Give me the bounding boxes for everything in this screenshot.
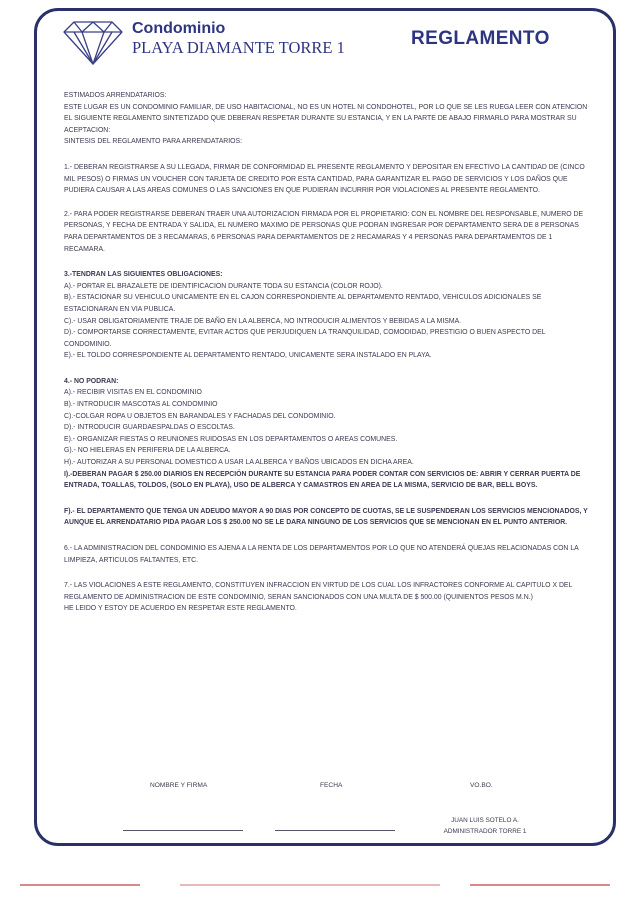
clause-4-item: A).- RECIBIR VISITAS EN EL CONDOMINIO bbox=[64, 389, 202, 397]
intro-paragraph: ESTE LUGAR ES UN CONDOMINIO FAMILIAR, DE USO HABITACIONAL, NO ES UN HOTEL NI CONDOHOTEL, POR LO QUE SE LES RUEGA LEER CON ATENCION EL SIGUIENTE REGLAMENTO SINTETIZADO QUE DEBERAN RESPETAR DURANTE SU ESTANCIA, Y EN LA PARTE DE ABAJO FIRMARLO PARA MOSTRAR SU ACEPTACION: bbox=[64, 103, 588, 134]
administrator-block bbox=[430, 815, 540, 837]
clause-3-item: B).- ESTACIONAR SU VEHICULO UNICAMENTE EN EL CAJON CORRESPONDIENTE AL DEPARTAMENTO RENTADO, VEHICULOS ADICIONALES SE ESTACIONARAN EN VIA PUBLICA. bbox=[64, 294, 542, 313]
clause-3-item: E).- EL TOLDO CORRESPONDIENTE AL DEPARTAMENTO RENTADO, UNICAMENTE SERA INSTALADO EN PLAYA. bbox=[64, 352, 432, 360]
clause-4-item: H).- AUTORIZAR A SU PERSONAL DOMESTICO A USAR LA ALBERCA Y BAÑOS UBICADOS EN DICHA AREA. bbox=[64, 459, 414, 467]
clause-3-item: C).- USAR OBLIGATORIAMENTE TRAJE DE BAÑO EN LA ALBERCA, NO INTRODUCIR ALIMENTOS Y BEBIDAS A LA MISMA. bbox=[64, 317, 462, 325]
clause-4-f: F).- EL DEPARTAMENTO QUE TENGA UN ADEUDO MAYOR A 90 DIAS POR CONCEPTO DE CUOTAS, SE LE SUSPENDERAN LOS SERVICIOS MENCIONADOS, Y AUNQUE EL ARRENDATARIO PIDA PAGAR LOS $ 250.00 NO SE LE DARA NINGUNO DE LOS SERVICIOS QUE SE MENCIONAN EN EL PUNTO ANTERIOR. bbox=[64, 507, 588, 527]
clause-4-item: G).- NO HIELERAS EN PERIFERIA DE LA ALBERCA. bbox=[64, 447, 231, 455]
greeting: ESTIMADOS ARRENDATARIOS: bbox=[64, 92, 167, 99]
regulation-body bbox=[64, 90, 592, 615]
scan-artifact-left bbox=[20, 884, 140, 886]
scan-artifact-right bbox=[470, 884, 610, 886]
scan-artifact-mid bbox=[180, 884, 440, 886]
signature-date-line bbox=[275, 830, 395, 831]
administrator-role: ADMINISTRADOR TORRE 1 bbox=[443, 828, 527, 835]
signature-approval-label: VO.BO. bbox=[470, 782, 493, 789]
clause-4-item: D).- INTRODUCIR GUARDAESPALDAS O ESCOLTAS. bbox=[64, 424, 235, 432]
clause-1: 1.- DEBERAN REGISTRARSE A SU LLEGADA, FIRMAR DE CONFORMIDAD EL PRESENTE REGLAMENTO Y DEPOSITAR EN EFECTIVO LA CANTIDAD DE (CINCO MIL PESOS) O FIRMAS UN VOUCHER CON TARJETA DE CREDITO POR ESTA CANTIDAD, PARA GARANTIZAR EL PAGO DE SERVICIOS Y LOS DAÑOS QUE PUDIERA CAUSAR A LAS AREAS COMUNES O LAS SANCIONES EN QUE PUDIERAN INCURRIR POR VIOLACIONES AL PRESENTE REGLAMENTO. bbox=[64, 163, 585, 195]
brand-building: PLAYA DIAMANTE TORRE 1 bbox=[132, 38, 345, 57]
clause-7: 7.- LAS VIOLACIONES A ESTE REGLAMENTO, CONSTITUYEN INFRACCION EN VIRTUD DE LOS CUAL LOS INFRACTORES CONFORME AL CAPITULO X DEL REGLAMENTO DE ADMINISTRACION DE ESTE CONDOMINIO, SERAN SANCIONADOS CON UNA MULTA DE $ 500.00 (QUINIENTOS PESOS M.N.) bbox=[64, 582, 573, 601]
clause-3-item: A).- PORTAR EL BRAZALETE DE IDENTIFICACION DURANTE TODA SU ESTANCIA (COLOR ROJO). bbox=[64, 282, 383, 290]
clause-4-item: C).-COLGAR ROPA U OBJETOS EN BARANDALES Y FACHADAS DEL CONDOMINIO. bbox=[64, 412, 336, 420]
signature-date-label: FECHA bbox=[320, 782, 343, 789]
clause-4-title: 4.- NO PODRAN: bbox=[64, 377, 119, 385]
agreement-statement: HE LEIDO Y ESTOY DE ACUERDO EN RESPETAR ESTE REGLAMENTO. bbox=[64, 605, 297, 613]
clause-4-item: I).-DEBERAN PAGAR $ 250.00 DIARIOS EN RECEPCIÓN DURANTE SU ESTANCIA PARA PODER CONTAR CON SERVICIOS DE: ABRIR Y CERRAR PUERTA DE ENTRADA, TOALLAS, TOLDOS, (SOLO EN PLAYA), USO DE ALBERCA Y CAMASTROS EN AREA DE LA MISMA, SERVICIO DE BAR, BELL BOYS. bbox=[64, 470, 581, 490]
clause-6: 6.- LA ADMINISTRACION DEL CONDOMINIO ES AJENA A LA RENTA DE LOS DEPARTAMENTOS POR LO QUE NO ATENDERÁ QUEJAS RELACIONADAS CON LA LIMPIEZA, ARTICULOS FALTANTES, ETC. bbox=[64, 545, 579, 564]
clause-4-item: E).- ORGANIZAR FIESTAS O REUNIONES RUIDOSAS EN LOS DEPARTAMENTOS O AREAS COMUNES. bbox=[64, 435, 398, 443]
signature-name-label: NOMBRE Y FIRMA bbox=[150, 782, 208, 789]
brand-block bbox=[132, 20, 345, 58]
document-title: REGLAMENTO bbox=[411, 28, 550, 49]
signature-name-line bbox=[123, 830, 243, 831]
brand-name: Condominio bbox=[132, 20, 226, 37]
clause-3-item: D).- COMPORTARSE CORRECTAMENTE, EVITAR ACTOS QUE PERJUDIQUEN LA TRANQUILIDAD, COMODIDAD, PRESTIGIO O BUEN ASPECTO DEL CONDOMINIO. bbox=[64, 329, 546, 348]
clause-4-item: B).- INTRODUCIR MASCOTAS AL CONDOMINIO bbox=[64, 401, 218, 409]
synthesis-heading: SINTESIS DEL REGLAMENTO PARA ARRENDATARIOS: bbox=[64, 138, 243, 146]
clause-2: 2.- PARA PODER REGISTRARSE DEBERAN TRAER UNA AUTORIZACION FIRMADA POR EL PROPIETARIO: CON EL NOMBRE DEL RESPONSABLE, NUMERO DE PERSONAS, Y FECHA DE ENTRADA Y SALIDA, EL NUMERO MAXIMO DE PERSONAS QUE PODRAN INGRESAR POR DEPARTAMENTO SERA DE 8 PERSONAS PARA DEPARTAMENTOS DE 3 RECAMARAS, 6 PERSONAS PARA DEPARTAMENTOS DE 2 RECAMARAS Y 4 PERSONAS PARA DEPARTAMENTOS DE 1 RECAMARA. bbox=[64, 210, 584, 253]
clause-3-title: 3.-TENDRAN LAS SIGUIENTES OBLIGACIONES: bbox=[64, 271, 223, 279]
diamond-logo-icon bbox=[62, 18, 124, 66]
administrator-name: JUAN LUIS SOTELO A. bbox=[451, 817, 519, 824]
